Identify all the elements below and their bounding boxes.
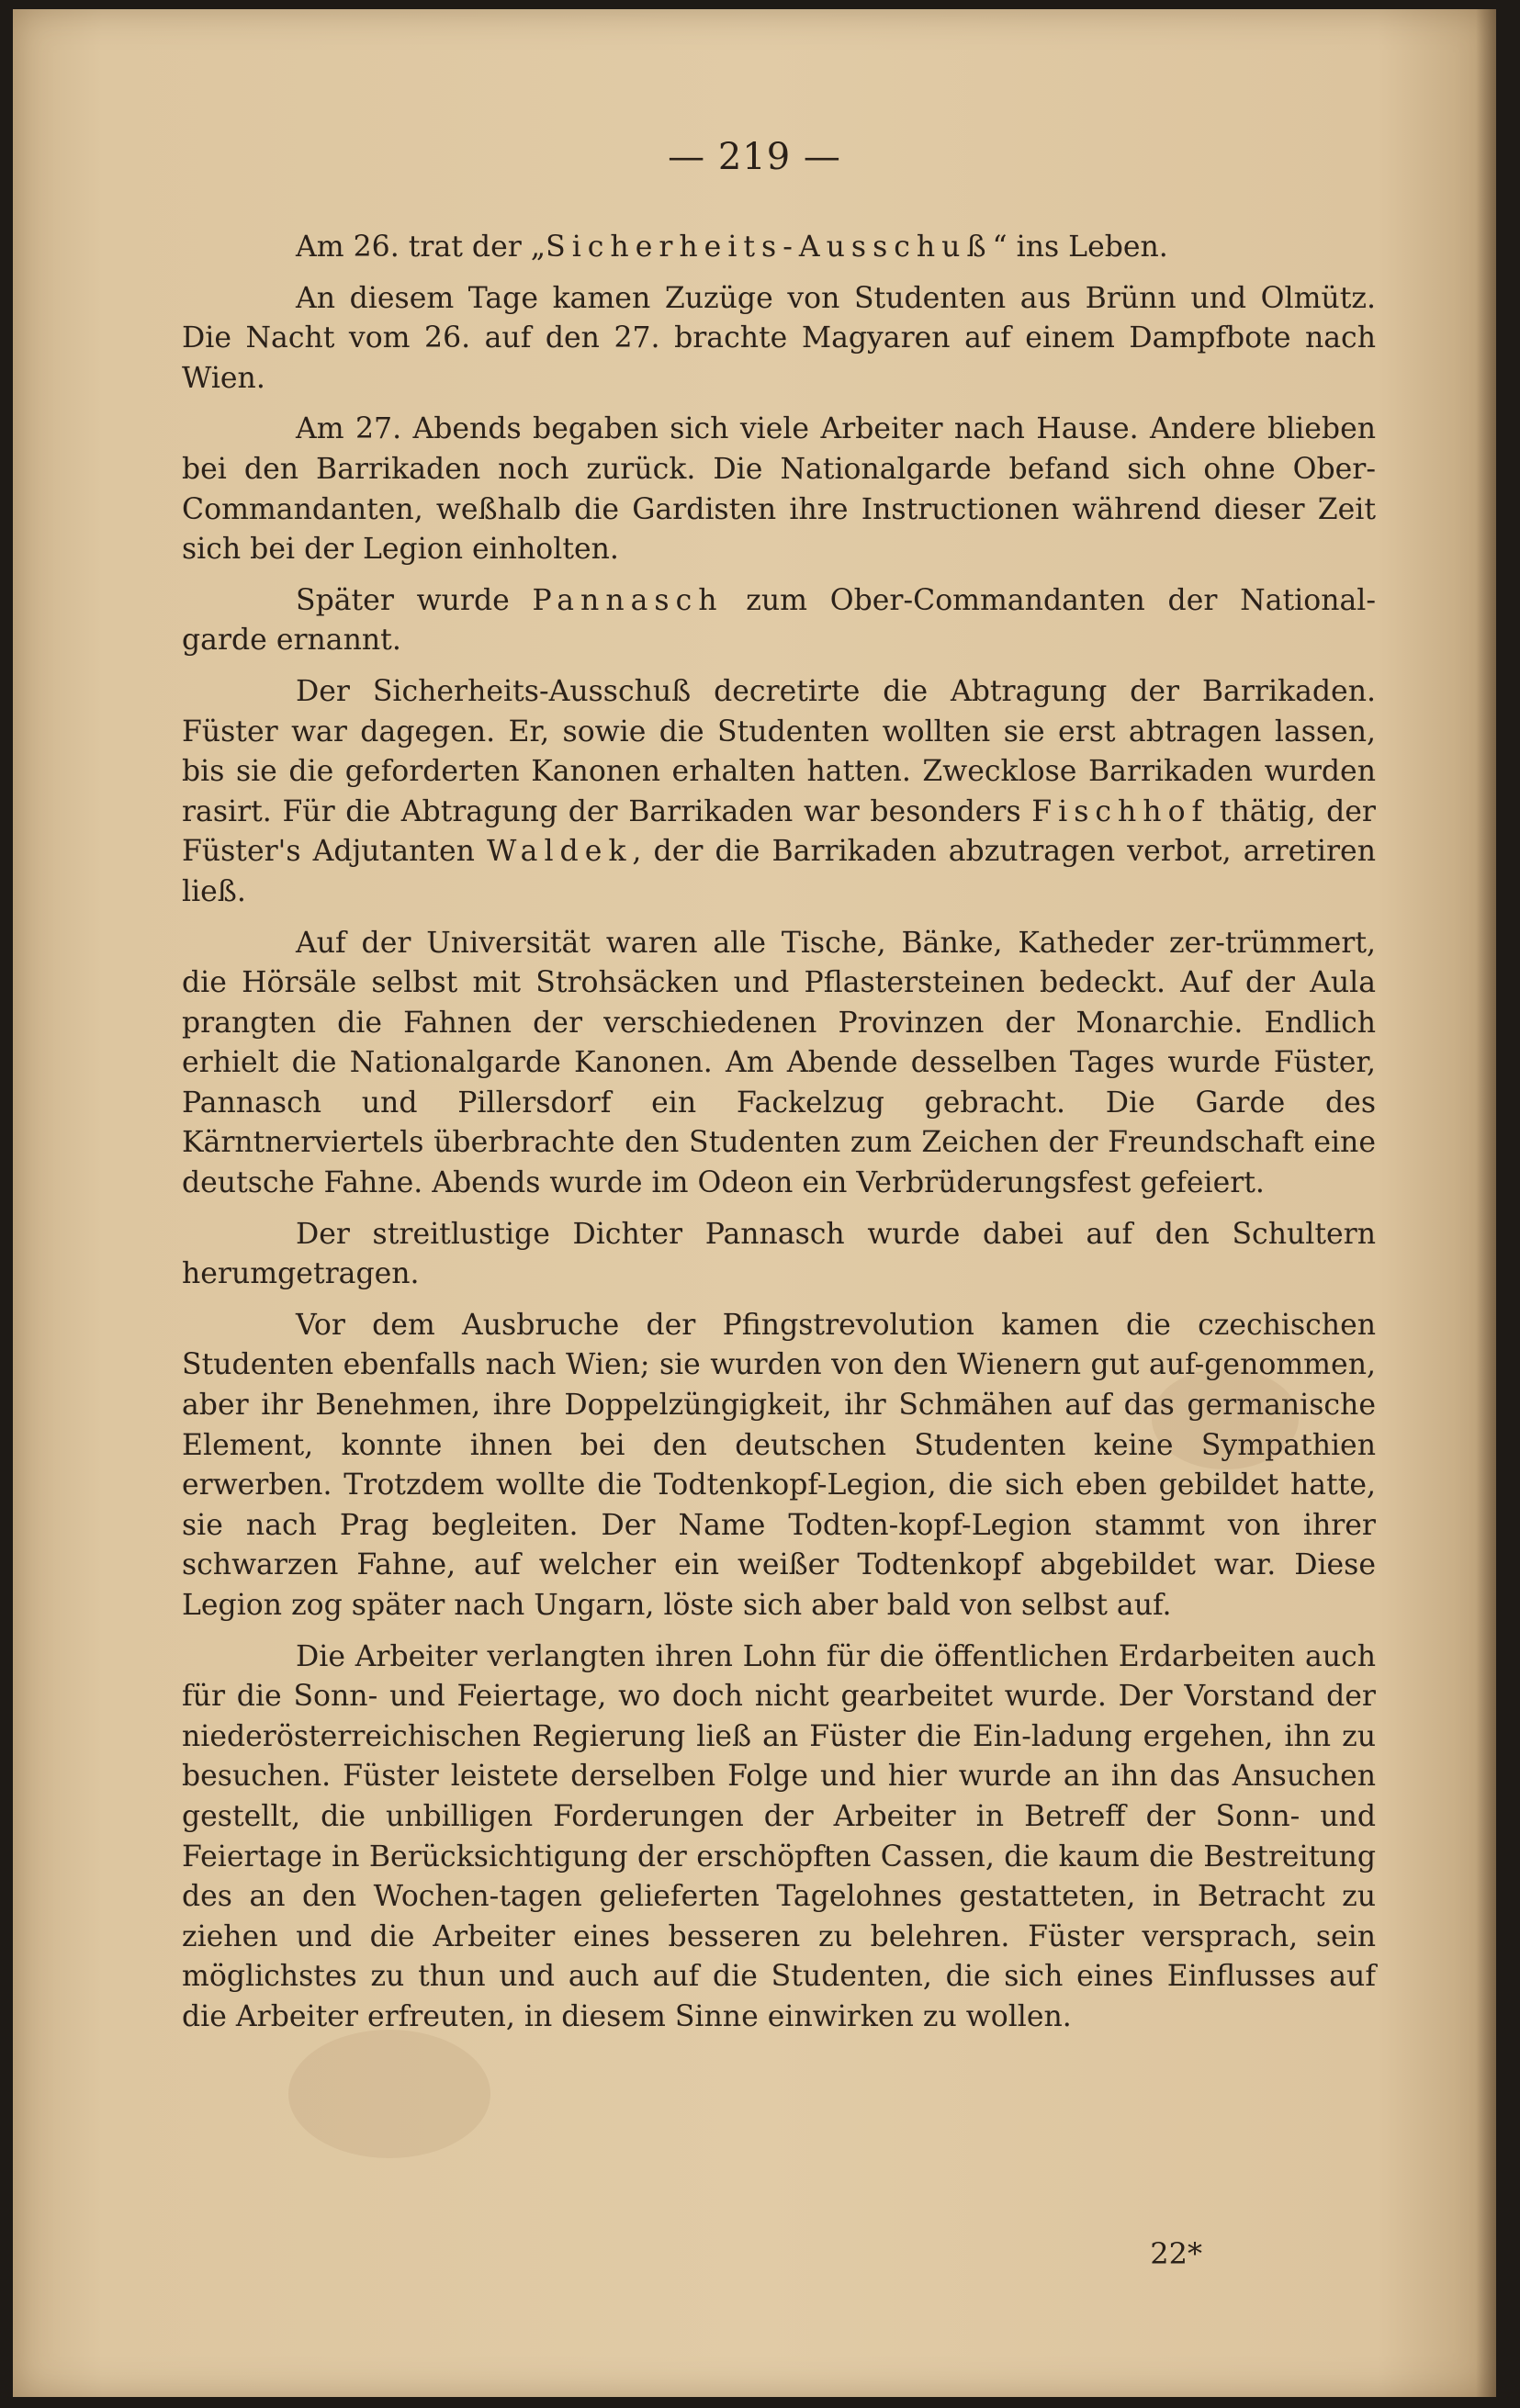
paragraph-5-text-e: , der die Barrikaden abzutragen verbot, arretiren ließ.	[182, 835, 1376, 908]
paper-stain	[288, 2030, 490, 2158]
name-waldek-spaced: Waldek	[487, 835, 633, 869]
committee-name-spaced: Sicherheits-Ausschuß	[546, 231, 993, 264]
page-number-header: — 219 —	[668, 136, 841, 178]
paragraph-4-text-c: zum Ober-Commandanten der National-garde ernannt.	[182, 583, 1376, 658]
paragraph-9: Die Arbeiter verlangten ihren Lohn für die öffentlichen Erdarbeiten auch für die Sonn- und Feiertage, wo doch nicht gearbeitet wurde. Der Vorstand der niederösterreichischen Regierung ließ an Füster die Ein-ladung ergehen, ihn zu besuchen. Füster leistete derselben Folge und hier wurde an ihn das Ansuchen gestellt, die unbilligen Forderungen der Arbeiter in Betreff der Sonn- und Feiertage in Berücksichtigung der erschöpften Cassen, die kaum die Bestreitung des an den Wochen-tagen gelieferten Tagelohnes gestatteten, in Betracht zu ziehen und die Arbeiter eines besseren zu belehren. Füster versprach, sein möglichstes zu thun und auch auf die Studenten, die sich eines Einflusses auf die Arbeiter erfreuten, in diesem Sinne einwirken zu wollen.	[182, 1639, 1376, 2033]
paragraph-5-text-c: thätig, der Füster's Adjutanten	[182, 794, 1376, 869]
paragraph-3: Am 27. Abends begaben sich viele Arbeiter nach Hause. Andere blieben bei den Barrikaden noch zurück. Die Nationalgarde befand sich ohne Ober-Commandanten, weßhalb die Gardisten ihre Instructionen während dieser Zeit sich bei der Legion einholten.	[182, 412, 1376, 567]
paragraph-2: An diesem Tage kamen Zuzüge von Studenten aus Brünn und Olmütz. Die Nacht vom 26. auf den 27. brachte Magyaren auf einem Dampfbote nach Wien.	[182, 281, 1376, 395]
paragraph-1-text-a: Am 26. trat der „	[296, 231, 546, 264]
paragraph-5	[182, 672, 1376, 913]
paragraph-8: Vor dem Ausbruche der Pfingstrevolution kamen die czechischen Studenten ebenfalls nach Wien; sie wurden von den Wienern gut auf-genommen, aber ihr Benehmen, ihre Doppelzüngigkeit, ihr Schmähen auf das germanische Element, konnte ihnen bei den deutschen Studenten keine Sympathien erwerben. Trotzdem wollte die Todtenkopf-Legion, die sich eben gebildet hatte, sie nach Prag begleiten. Der Name Todten-kopf-Legion stammt von ihrer schwarzen Fahne, auf welcher ein weißer Todtenkopf abgebildet war. Diese Legion zog später nach Ungarn, löste sich aber bald von selbst auf.	[182, 1308, 1376, 1622]
paragraph-5-text-a: Der Sicherheits-Ausschuß decretirte die Abtragung der Barrikaden. Füster war dagegen. Er, sowie die Studenten wollten sie erst abtragen lassen, bis sie die geforderten Kanonen erhalten hatten. Zwecklose Barrikaden wurden rasirt. Für die Abtragung der Barrikaden war besonders	[182, 674, 1376, 828]
signature-mark: 22*	[1150, 2236, 1202, 2271]
paragraph-4-text-a: Später wurde	[296, 583, 533, 617]
body-text	[182, 228, 1376, 2049]
paragraph-6: Auf der Universität waren alle Tische, Bänke, Katheder zer-trümmert, die Hörsäle selbst mit Strohsäcken und Pflastersteinen bedeckt. Auf der Aula prangten die Fahnen der verschiedenen Provinzen der Monarchie. Endlich erhielt die Nationalgarde Kanonen. Am Abende desselben Tages wurde Füster, Pannasch und Pillersdorf ein Fackelzug gebracht. Die Garde des Kärntnerviertels überbrachte den Studenten zum Zeichen der Freundschaft eine deutsche Fahne. Abends wurde im Odeon ein Verbrüderungsfest gefeiert.	[182, 926, 1376, 1200]
paragraph-7: Der streitlustige Dichter Pannasch wurde dabei auf den Schultern herumgetragen.	[182, 1217, 1376, 1291]
book-page	[13, 9, 1496, 2397]
paragraph-4	[182, 581, 1376, 661]
paragraph-1-text-c: “ ins Leben.	[992, 231, 1168, 264]
paragraph-1	[182, 228, 1376, 268]
name-fischhof-spaced: Fischhof	[1031, 794, 1210, 828]
name-pannasch-spaced: Pannasch	[532, 583, 724, 617]
page-spine-shadow	[1476, 9, 1496, 2397]
